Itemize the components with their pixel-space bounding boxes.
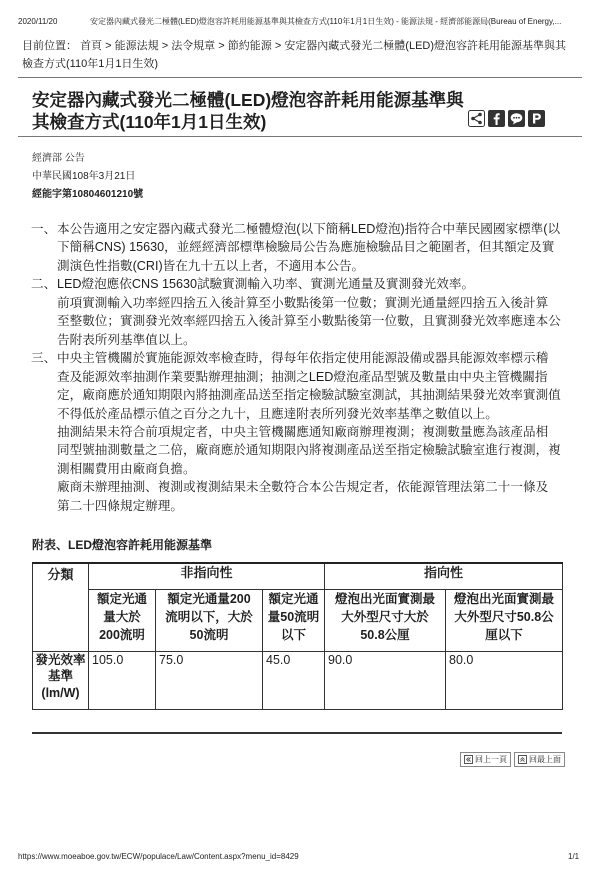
article-line: 至整數位；實測發光效率經四捨五入後計算至小數點後第一位數，且實測發光效率應達本公 [57, 314, 561, 329]
article-1 [31, 220, 577, 275]
breadcrumb-item-energy-laws[interactable]: 能源法規 [114, 40, 159, 52]
announcement-body [31, 220, 577, 515]
group-header-directional: 指向性 [325, 563, 563, 589]
print-page-title: 安定器內藏式發光二極體(LED)燈泡容許耗用能源基準與其檢查方式(110年1月1日生效) - 能源法規 - 經濟部能源局(Bureau of Energy,... [90, 17, 562, 26]
article-marker: 三、 [31, 351, 57, 366]
plurk-icon[interactable] [528, 110, 545, 127]
table-cell: 105.0 [89, 651, 156, 709]
article-line: 下簡稱CNS) 15630，並經經濟部標準檢驗局公告為應施檢驗品目之範圍者，但其額定及實 [57, 240, 555, 255]
back-button[interactable] [460, 752, 511, 767]
line-icon[interactable] [508, 110, 525, 127]
column-header [325, 589, 446, 651]
breadcrumb-label: 目前位置： [22, 40, 77, 52]
column-header [446, 589, 563, 651]
announcement-header [32, 150, 143, 204]
article-line: 同型號抽測數量之二倍，廠商應於通知期限內將複測產品送至指定檢驗試驗室進行複測，複 [57, 443, 561, 458]
announcement-date: 中華民國108年3月21日 [32, 171, 136, 182]
article-line: 告附表所列基準值以上。 [57, 332, 196, 347]
column-header-label: 額定光通量200流明以下，大於50流明 [165, 591, 253, 642]
breadcrumb-separator: > [105, 40, 112, 52]
breadcrumb-item-regulations[interactable]: 法令規章 [171, 40, 216, 52]
breadcrumb-separator: > [274, 40, 282, 52]
article-line: 本公告適用之安定器內藏式發光二極體燈泡(以下簡稱LED燈泡)指符合中華民國國家標準(以 [57, 222, 561, 236]
article-marker: 一、 [31, 222, 57, 236]
article-line: LED燈泡應依CNS 15630試驗實測輸入功率、實測光通量及實測發光效率。 [57, 277, 475, 292]
table-row [33, 651, 563, 709]
article-line: 廠商未辦理抽測、複測或複測結果未全數符合本公告規定者，依能源管理法第二十一條及 [57, 480, 549, 495]
back-icon [464, 755, 473, 764]
column-header [263, 589, 325, 651]
share-toolbar [468, 110, 545, 127]
share-icon[interactable] [468, 110, 485, 127]
table-header-row [33, 563, 563, 589]
breadcrumb-item-home[interactable]: 首頁 [80, 40, 103, 52]
column-header [156, 589, 263, 651]
column-header-label: 額定光通量50流明以下 [267, 591, 320, 642]
article-2 [31, 275, 577, 349]
article-line: 前項實測輸入功率經四捨五入後計算至小數點後第一位數；實測光通量經四捨五入後計算 [57, 295, 549, 310]
table-cell: 80.0 [446, 651, 563, 709]
column-header-label: 燈泡出光面實測最大外型尺寸大於50.8公厘 [334, 591, 435, 642]
facebook-icon[interactable] [488, 110, 505, 127]
breadcrumb-item-energy-saving[interactable]: 節約能源 [227, 40, 272, 52]
print-footer-url: https://www.moeaboe.gov.tw/ECW/populace/Law/Content.aspx?menu_id=8429 [18, 852, 299, 861]
announcement-doc-number: 經能字第10804601210號 [32, 189, 144, 200]
article-line: 不得低於產品標示值之百分之九十，且應達附表所列發光效率基準之數值以上。 [57, 406, 498, 421]
section-bottom-divider [32, 732, 562, 734]
efficiency-table [32, 562, 563, 710]
row-header [33, 651, 89, 709]
article-line: 第二十四條規定辦理。 [57, 498, 183, 513]
article-3 [31, 349, 577, 515]
back-button-label: 回上一頁 [475, 755, 507, 764]
breadcrumb-separator: > [218, 40, 225, 52]
column-header-label: 額定光通量大於200流明 [96, 591, 147, 642]
table-subheader-row [33, 589, 563, 651]
page-title: 安定器內藏式發光二極體(LED)燈泡容許耗用能源基準與其檢查方式(110年1月1日生效) [32, 90, 464, 132]
group-header-non-directional: 非指向性 [89, 563, 325, 589]
header-divider [18, 77, 582, 78]
article-line: 定，廠商應於通知期限內將抽測產品送至指定檢驗試驗室測試，其抽測結果發光效率實測值 [57, 388, 561, 403]
title-divider [18, 136, 582, 137]
back-to-top-label: 回最上面 [529, 755, 561, 764]
breadcrumb-item-current: 安定器內藏式發光二極體(LED)燈泡容許耗用能源基準與其檢查方式(110年1月1日生效) [22, 40, 567, 70]
table-cell: 45.0 [263, 651, 325, 709]
article-line: 抽測結果未符合前項規定者，中央主管機關應通知廠商辦理複測；複測數量應為該產品相 [57, 424, 549, 439]
article-line: 測演色性指數(CRI)皆在九十五以上者，不適用本公告。 [57, 258, 365, 273]
top-icon [518, 755, 527, 764]
column-header-label: 燈泡出光面實測最大外型尺寸50.8公厘以下 [453, 591, 554, 642]
print-date: 2020/11/20 [18, 17, 58, 26]
article-marker: 二、 [31, 277, 57, 292]
breadcrumb-separator: > [161, 40, 169, 52]
column-header [89, 589, 156, 651]
row-header-label: 發光效率基準(lm/W) [35, 652, 86, 700]
table-cell: 75.0 [156, 651, 263, 709]
table-cell: 90.0 [325, 651, 446, 709]
back-to-top-button[interactable] [514, 752, 565, 767]
category-header: 分類 [33, 563, 89, 651]
table-caption: 附表、LED燈泡容許耗用能源基準 [32, 538, 213, 552]
article-line: 測相關費用由廠商負擔。 [57, 461, 196, 476]
article-line: 查及能源效率抽測作業要點辦理抽測；抽測之LED燈泡產品型號及數量由中央主管機關指 [57, 369, 548, 384]
article-line: 中央主管機關於實施能源效率檢查時，得每年依指定使用能源設備或器具能源效率標示稽 [57, 351, 549, 366]
breadcrumb [22, 37, 574, 73]
print-page-number: 1/1 [568, 852, 580, 861]
announcement-issuer: 經濟部 公告 [32, 153, 85, 164]
